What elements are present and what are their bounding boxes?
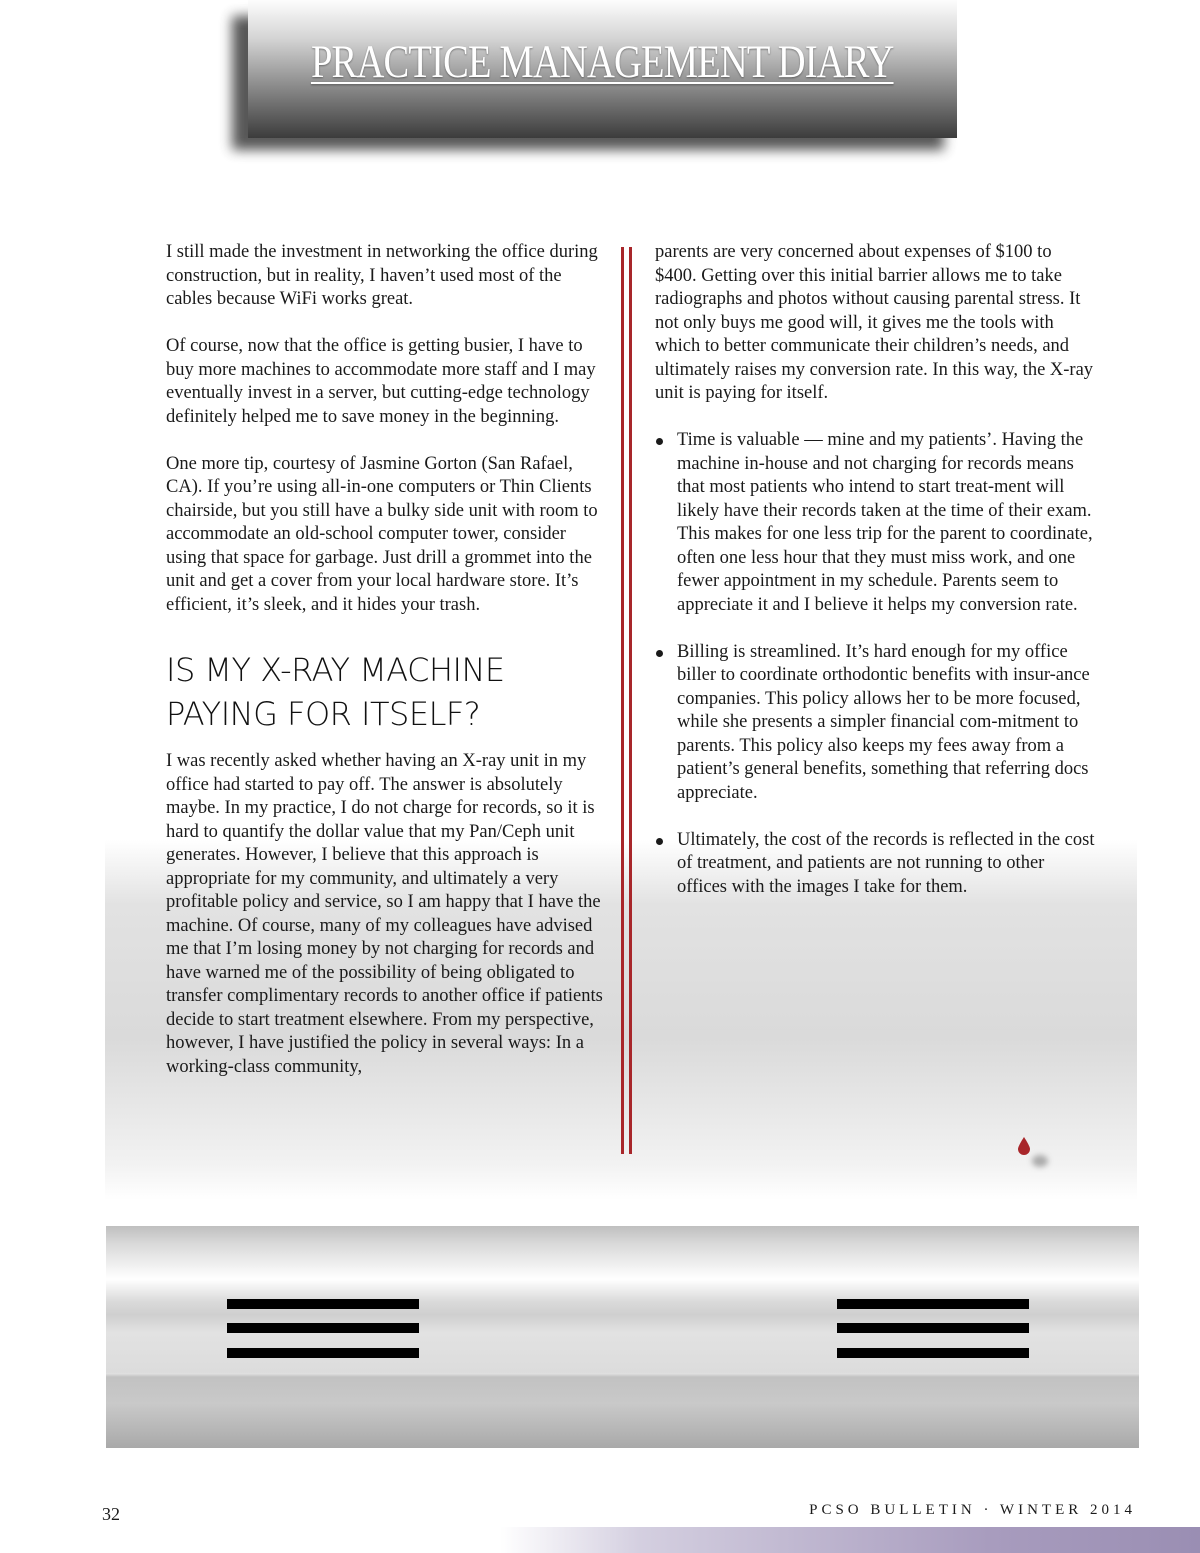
menu-lines-icon [837,1299,1029,1358]
section-paragraph: I was recently asked whether having an X-ray unit in my office had started to pay off. The answer is absolutely maybe. In my practice, I do not charge for records, so it is hard to quantify the dollar value that my Pan/Ceph unit generates. However, I believe that this approach is appropriate for my community, and ultimately a very profitable policy and service, so I am happy that I have the machine. Of course, many of my colleagues have advised me that I’m losing money by not charging for records and have warned me of the possibility of being obligated to transfer complimentary records to another office if patients decide to start treatment elsewhere. From my perspective, however, I have justified the policy in several ways: In a working-class community, [166,751,603,1077]
footer-band [500,1527,1200,1553]
publication-label: PCSO BULLETIN · WINTER 2014 [809,1502,1136,1518]
right-column [655,241,1095,923]
paragraph: parents are very concerned about expenses of $100 to $400. Getting over this initial barrier allows me to take radiographs and photos without causing parental stress. It not only buys me good will, it gives me the tools with which to better communicate their children’s needs, and ultimately raises my conversion rate. In this way, the X-ray unit is paying for itself. [655,242,1094,403]
list-item: Billing is streamlined. It’s hard enough for my office biller to coordinate orthodontic benefits with insur-ance companies. This policy allows her to be more focused, while she presents a simpler financial com-mitment to parents. This policy also keeps my fees away from a patient’s general benefits, something that referring docs appreciate. [655,641,1095,806]
header-banner [248,0,957,138]
column-divider [621,247,632,1154]
page-title: PRACTICE MANAGEMENT DIARY [311,36,894,88]
end-of-article-drop-icon [1018,1137,1030,1155]
paragraph: Of course, now that the office is getting busier, I have to buy more machines to accommodate more staff and I may eventually invest in a server, but cutting-edge technology definitely helped me to save money in the beginning. [166,336,596,427]
left-column [166,241,606,1103]
paragraph: I still made the investment in networking the office during construction, but in reality, I haven’t used most of the cables because WiFi works great. [166,242,598,309]
list-item: Ultimately, the cost of the records is reflected in the cost of treatment, and patients are not running to other offices with the images I take for them. [655,829,1095,900]
menu-lines-icon [227,1299,419,1358]
page-number: 32 [102,1504,120,1524]
drop-shadow [1032,1155,1048,1167]
paragraph: One more tip, courtesy of Jasmine Gorton (San Rafael, CA). If you’re using all-in-one computers or Thin Clients chairside, but you still have a bulky side unit with room to accommodate an old-school computer tower, consider using that space for garbage. Just drill a grommet into the unit and get a cover from your local hardware store. It’s efficient, it’s sleek, and it hides your trash. [166,453,598,615]
list-item: Time is valuable — mine and my patients’. Having the machine in-house and not charging for records means that most patients who intend to start treat-ment will likely have their records taken at the time of their exam. This makes for one less trip for the parent to coordinate, often one less hour that they must miss work, and one fewer appointment in my schedule. Parents seem to appreciate it and I believe it helps my conversion rate. [655,429,1095,617]
bullet-list [655,429,1095,899]
section-heading: IS MY X-RAY MACHINE PAYING FOR ITSELF? [166,651,505,733]
